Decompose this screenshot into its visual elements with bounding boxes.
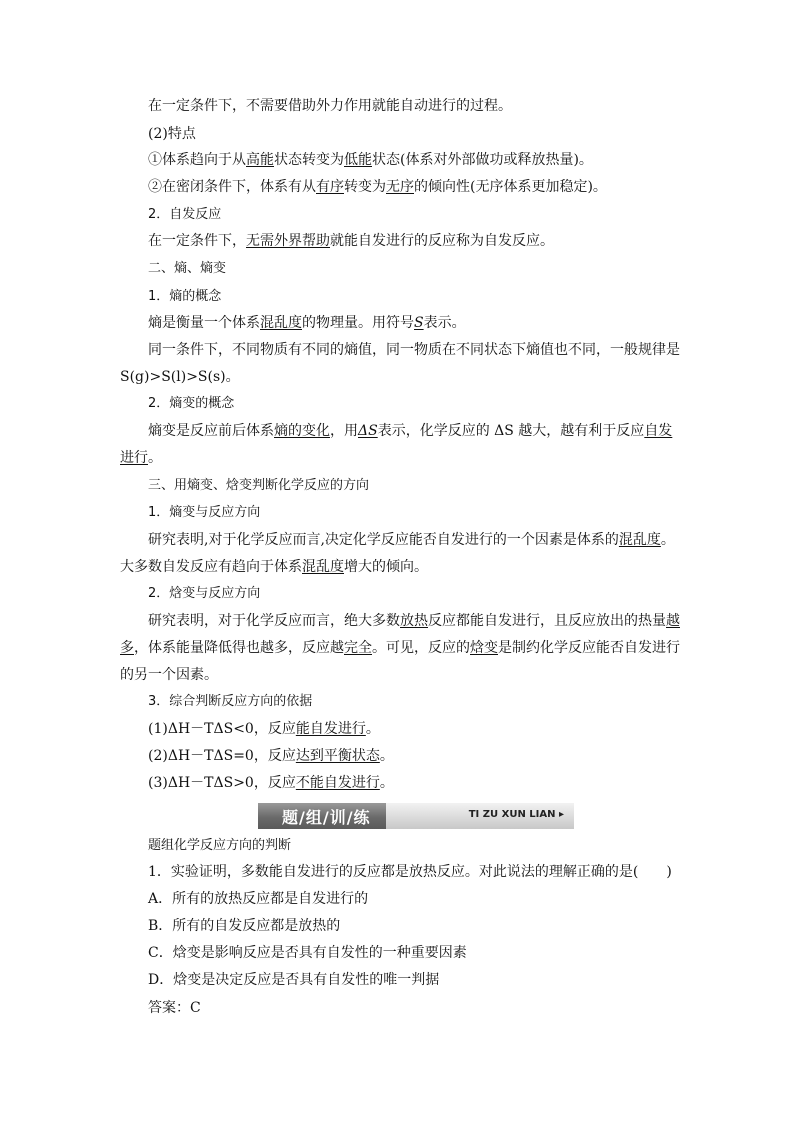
text-line: 在一定条件下，无需外界帮助就能自发进行的反应称为自发反应。 [148, 233, 554, 249]
underlined-term: 有序 [316, 179, 344, 195]
text-line: (2)ΔH－TΔS=0，反应达到平衡状态。 [148, 748, 394, 764]
text-line: (3)ΔH－TΔS>0，反应不能自发进行。 [148, 775, 394, 791]
question-text: 1．实验证明，多数能自发进行的反应都是放热反应。对此说法的理解正确的是( ) [148, 864, 672, 880]
text-line: 进行。 [120, 450, 162, 466]
underlined-term: ΔS [358, 423, 378, 439]
text-line: 的另一个因素。 [120, 667, 218, 683]
underlined-term: 自发 [644, 423, 673, 439]
underlined-term: 焓变 [470, 640, 498, 656]
subheading: 1．熵变与反应方向 [148, 505, 261, 520]
underlined-term: 熵的变化 [274, 423, 330, 439]
text-line: 熵是衡量一个体系混乱度的物理量。用符号S表示。 [148, 315, 466, 331]
text-line: S(g)>S(l)>S(s)。 [120, 369, 240, 385]
banner-title: 题/组/训/练 [282, 808, 371, 827]
section-heading: 二、熵、熵变 [148, 261, 227, 276]
underlined-term: 低能 [344, 152, 372, 168]
underlined-term: 无序 [386, 179, 414, 195]
text-line: 大多数自发反应有趋向于体系混乱度增大的倾向。 [120, 559, 428, 575]
underlined-term: 达到平衡状态 [295, 748, 380, 764]
text-line: 同一条件下，不同物质有不同的熵值，同一物质在不同状态下熵值也不同，一般规律是 [148, 342, 680, 358]
underlined-term: 混乱度 [260, 315, 302, 331]
text-line: (1)ΔH－TΔS<0，反应能自发进行。 [148, 721, 380, 737]
option-c: C．焓变是影响反应是否具有自发性的一种重要因素 [148, 945, 467, 961]
underlined-term: 越 [666, 613, 680, 629]
text-line: ②在密闭条件下，体系有从有序转变为无序的倾向性(无序体系更加稳定)。 [148, 179, 607, 195]
subheading: 2．焓变与反应方向 [148, 586, 261, 601]
text-line: (2)特点 [148, 126, 196, 142]
option-a: A．所有的放热反应都是自发进行的 [148, 891, 369, 907]
underlined-term: 多 [120, 640, 134, 656]
option-b: B．所有的自发反应都是放热的 [148, 918, 341, 934]
underlined-term: 高能 [246, 152, 274, 168]
underlined-term: 无需外界帮助 [246, 233, 330, 249]
subheading: 1．熵的概念 [148, 289, 222, 304]
text-line: 在一定条件下，不需要借助外力作用就能自动进行的过程。 [148, 98, 512, 114]
section-heading: 三、用熵变、焓变判断化学反应的方向 [148, 478, 370, 493]
underlined-term: S [414, 315, 424, 331]
underlined-term: 不能自发进行 [295, 775, 380, 791]
exercise-heading: 题组化学反应方向的判断 [148, 838, 292, 853]
banner-subtitle: TI ZU XUN LIAN ▸ [468, 809, 564, 820]
text-line: 研究表明，对于化学反应而言，绝大多数放热反应都能自发进行，且反应放出的热量越 [148, 613, 680, 629]
section-banner [258, 803, 574, 829]
text-line: 熵变是反应前后体系熵的变化，用ΔS表示，化学反应的 ΔS 越大，越有利于反应自发 [148, 423, 673, 439]
subheading: 2．熵变的概念 [148, 396, 235, 411]
underlined-term: 进行 [120, 450, 148, 466]
subheading: 3．综合判断反应方向的依据 [148, 694, 313, 709]
option-d: D．焓变是决定反应是否具有自发性的唯一判据 [148, 972, 440, 988]
subheading: 2．自发反应 [148, 207, 222, 222]
underlined-term: 放热 [400, 613, 428, 629]
underlined-term: 混乱度 [302, 559, 344, 575]
text-line: 多，体系能量降低得也越多，反应越完全。可见，反应的焓变是制约化学反应能否自发进行 [120, 640, 680, 656]
text-line: 研究表明,对于化学反应而言,决定化学反应能否自发进行的一个因素是体系的混乱度。 [148, 532, 675, 548]
underlined-term: 混乱度 [618, 532, 661, 548]
text-line: ①体系趋向于从高能状态转变为低能状态(体系对外部做功或释放热量)。 [148, 152, 593, 168]
underlined-term: 能自发进行 [295, 721, 366, 737]
underlined-term: 完全 [344, 640, 372, 656]
answer-line: 答案：C [148, 1000, 201, 1016]
